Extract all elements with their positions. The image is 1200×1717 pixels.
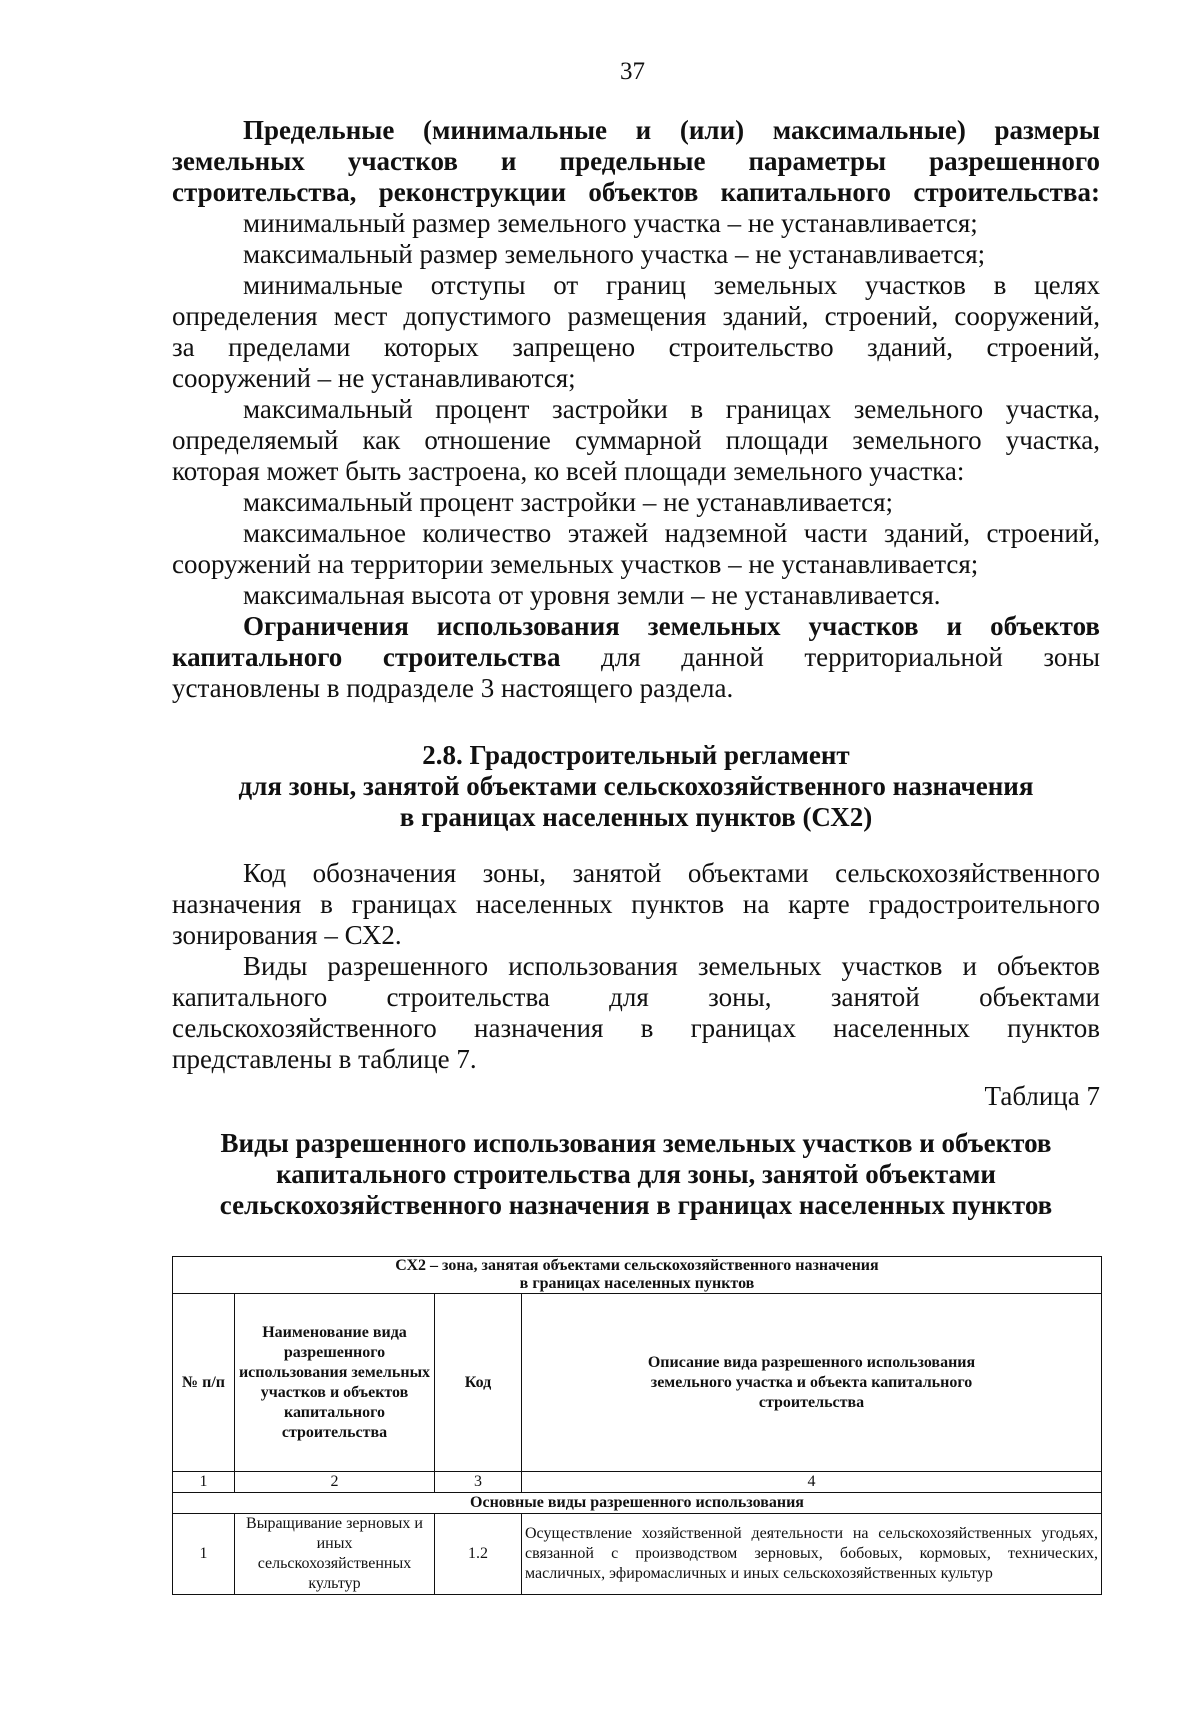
setbacks-item: минимальные отступы от границ земельных участков в целях <box>243 270 1100 300</box>
row-num: 1 <box>173 1514 235 1595</box>
table-zone-header-row <box>173 1257 1102 1294</box>
main-uses-header: Основные виды разрешенного использования <box>173 1493 1102 1514</box>
height-item: максимальная высота от уровня земли – не устанавливается. <box>243 580 941 610</box>
zone-header: СХ2 – зона, занятая объектами сельскохозяйственного назначения в границах населенных пунктов <box>173 1257 1102 1294</box>
restrictions-text: Ограничения использования земельных участков и объектов <box>243 611 1100 641</box>
zone-code-paragraph: Код обозначения зоны, занятой объектами сельскохозяйственного <box>243 858 1100 888</box>
table-title: Виды разрешенного использования земельных участков и объектов капитального строительства для зоны, занятой объектами сельскохозяйственного назначения в границах населенных пунктов <box>219 1128 1053 1220</box>
col-header-code: Код <box>435 1294 522 1472</box>
table-label: Таблица 7 <box>984 1081 1100 1111</box>
col-header-num: № п/п <box>173 1294 235 1472</box>
uses-paragraph: Виды разрешенного использования земельных участков и объектов <box>243 951 1100 981</box>
col-header-desc: Описание вида разрешенного использования земельного участка и объекта капитального строительства <box>522 1294 1102 1472</box>
coverage-item: максимальный процент застройки в границах земельного участка, <box>243 394 1100 424</box>
min-size-item: минимальный размер земельного участка – не устанавливается; <box>243 208 978 238</box>
page-number: 37 <box>620 58 645 85</box>
col-header-name: Наименование вида разрешенного использования земельных участков и объектов капитального строительства <box>235 1294 435 1472</box>
table-row <box>173 1514 1102 1595</box>
floors-item: максимальное количество этажей надземной части зданий, строений, <box>243 518 1100 548</box>
limits-heading: Предельные (минимальные и (или) максимальные) размеры <box>243 115 1100 145</box>
zone-description: Код обозначения зоны, занятой объектами сельскохозяйственного назначения в границах населенных пунктов на карте градостроительного зонирования – СХ2. Виды разрешенного использования земельных участков и объектов капитального строительства для зоны, занятой объектами сельскохозяйственного назначения в границах населенных пунктов представлены в таблице 7. Таблица 7 <box>172 858 1100 1111</box>
row-desc: Осуществление хозяйственной деятельности на сельскохозяйственных угодьях, связанной с производством зерновых, бобовых, кормовых, технических, масличных, эфиромасличных и иных сельскохозяйственных культур <box>522 1514 1102 1595</box>
row-code: 1.2 <box>435 1514 522 1595</box>
uses-table <box>172 1256 1102 1595</box>
table-header-row <box>173 1294 1102 1472</box>
coverage-value: максимальный процент застройки – не устанавливается; <box>243 487 894 517</box>
table-subheader-row <box>173 1493 1102 1514</box>
row-name: Выращивание зерновых и иных сельскохозяйственных культур <box>235 1514 435 1595</box>
section-title: 2.8. Градостроительный регламент для зоны, занятой объектами сельскохозяйственного назначения в границах населенных пунктов (СХ2) <box>238 740 1034 832</box>
limits-section: Предельные (минимальные и (или) максимальные) размеры земельных участков и предельные параметры разрешенного строительства, реконструкции объектов капитального строительства: минимальный размер земельного участка – не устанавливается; максимальный размер земельного участка – не устанавливается; минимальные отступы от границ земельных участков в целях определения мест допустимого размещения зданий, строений, сооружений, за пределами которых запрещено строительство зданий, строений, сооружений – не устанавливаются; максимальный процент застройки в границах земельного участка, определяемый как отношение суммарной площади земельного участка, которая может быть застроена, ко всей площади земельного участка: максимальный процент застройки – не устанавливается; максимальное количество этажей надземной части зданий, строений, сооружений на территории земельных участков – не устанавливается; максимальная высота от уровня земли – не устанавливается. Ограничения использования земельных участков и объектов капитального строительства для данной территориальной зоны установлены в подразделе 3 настоящего раздела. <box>172 115 1100 703</box>
table-index-row: 1 2 3 4 <box>173 1472 1102 1493</box>
max-size-item: максимальный размер земельного участка – не устанавливается; <box>243 239 986 269</box>
